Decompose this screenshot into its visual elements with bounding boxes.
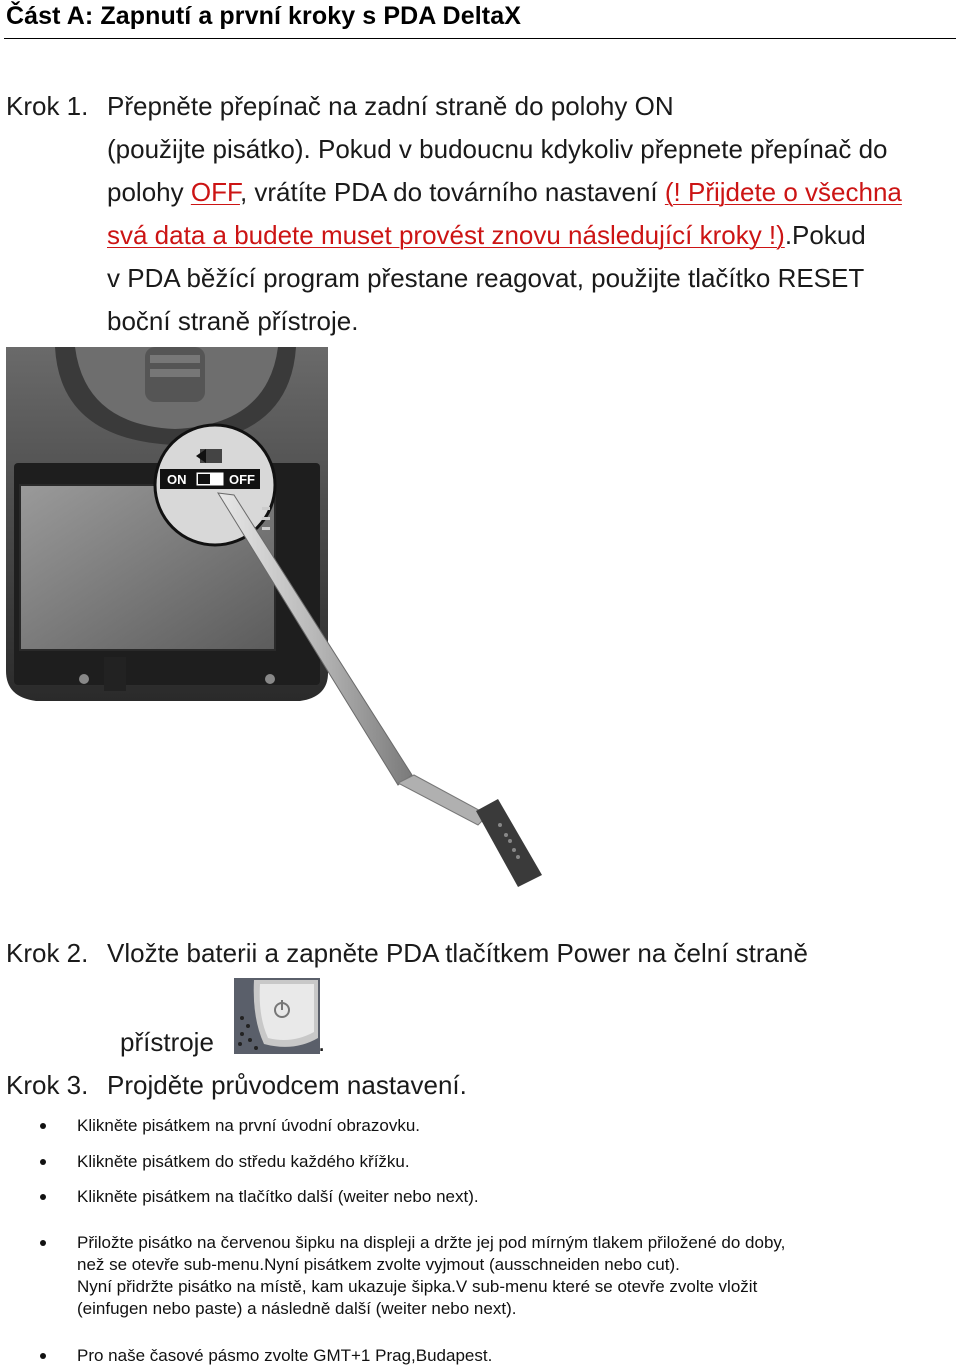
step2-line2-end: . bbox=[318, 1027, 326, 1057]
warning-text-end: svá data a budete muset provést znovu následující kroky !) bbox=[107, 220, 785, 250]
list-item-line: Přiložte pisátko na červenou šipku na displeji a držte jej pod mírným tlakem přiložené do doby, bbox=[77, 1233, 786, 1252]
step1-line4 bbox=[107, 220, 866, 250]
step1-line3-middle: , vrátíte PDA do továrního nastavení bbox=[239, 177, 665, 207]
bullet-dot bbox=[40, 1123, 46, 1129]
step1-line3 bbox=[107, 177, 902, 207]
list-item: Pro naše časové pásmo zvolte GMT+1 Prag,Budapest. bbox=[77, 1346, 493, 1365]
step1-line5: v PDA běžící program přestane reagovat, použijte tlačítko RESET bbox=[107, 263, 865, 293]
list-item: Klikněte pisátkem na první úvodní obrazovku. bbox=[77, 1116, 421, 1135]
step2-line2: přístroje bbox=[120, 1027, 214, 1057]
step1-line2: (použijte pisátko). Pokud v budoucnu kdykoliv přepnete přepínač do bbox=[107, 134, 888, 164]
list-item: Klikněte pisátkem do středu každého křížku. bbox=[77, 1152, 410, 1171]
step1-line1: Přepněte přepínač na zadní straně do polohy ON bbox=[107, 91, 674, 121]
list-item-line: než se otevře sub-menu.Nyní pisátkem zvolte vyjmout (ausschneiden nebo cut). bbox=[77, 1255, 680, 1274]
list-item: Klikněte pisátkem na tlačítko další (weiter nebo next). bbox=[77, 1187, 479, 1206]
bullet-dot bbox=[40, 1240, 46, 1246]
bullet-dot bbox=[40, 1159, 46, 1165]
warning-text-start: (! Přijdete o všechna bbox=[664, 177, 902, 207]
pda-back-illustration bbox=[0, 345, 560, 890]
bullet-dot bbox=[40, 1353, 46, 1359]
step2-line1: Vložte baterii a zapněte PDA tlačítkem Power na čelní straně bbox=[107, 938, 808, 968]
step1-line6: boční straně přístroje. bbox=[107, 306, 359, 336]
title-divider bbox=[4, 38, 956, 39]
step3-text: Projděte průvodcem nastavení. bbox=[107, 1070, 467, 1100]
page-title: Část A: Zapnutí a první kroky s PDA DeltaX bbox=[6, 2, 521, 30]
step2-label: Krok 2. bbox=[6, 938, 89, 968]
step1-line3-prefix: polohy bbox=[107, 177, 191, 207]
switch-on-label: ON bbox=[167, 472, 187, 487]
list-item-line: Nyní přidržte pisátko na místě, kam ukazuje šipka.V sub-menu které se otevře zvolte vložit bbox=[77, 1277, 758, 1296]
step1-label: Krok 1. bbox=[6, 91, 89, 121]
off-keyword: OFF bbox=[190, 177, 240, 207]
bullet-dot bbox=[40, 1194, 46, 1200]
list-item-line: (einfugen nebo paste) a následně další (weiter nebo next). bbox=[77, 1299, 517, 1318]
step1-line4-tail: .Pokud bbox=[784, 220, 866, 250]
step3-label: Krok 3. bbox=[6, 1070, 89, 1100]
switch-off-label: OFF bbox=[229, 472, 255, 487]
power-button-icon bbox=[234, 978, 320, 1054]
